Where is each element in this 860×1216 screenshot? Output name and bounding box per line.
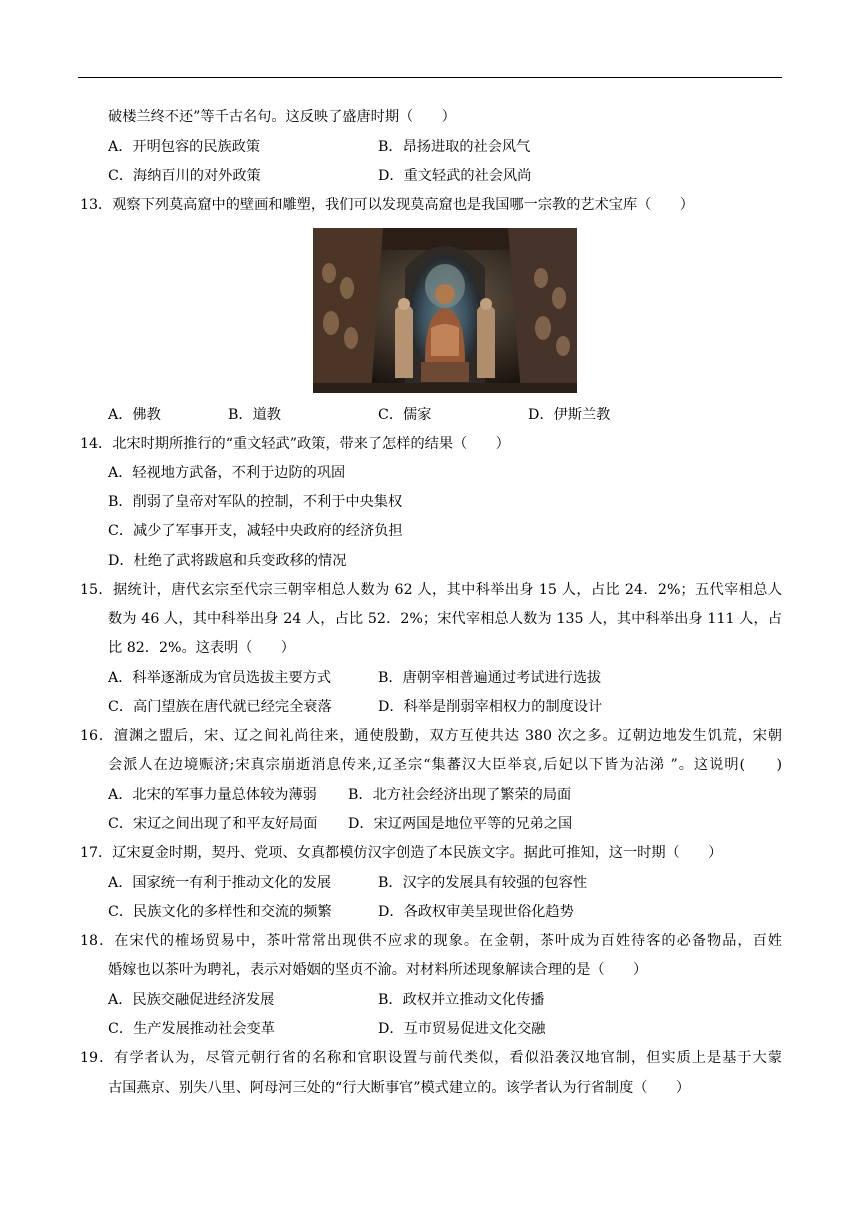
q17-option-c: C．民族文化的多样性和交流的频繁 bbox=[108, 904, 332, 920]
q16-option-d: D．宋辽两国是地位平等的兄弟之国 bbox=[348, 816, 573, 832]
q18-option-d: D．互市贸易促进文化交融 bbox=[378, 1021, 546, 1037]
q15-stem-line-2: 数为 46 人，其中科举出身 24 人，占比 52．2%；宋代宰相总人数为 135 人，其中科举出身 111 人，占 bbox=[108, 611, 782, 627]
q13-stem: 13．观察下列莫高窟中的壁画和雕塑，我们可以发现莫高窟也是我国哪一宗教的艺术宝库（ ） bbox=[80, 197, 694, 213]
q14-option-b: B．削弱了皇帝对军队的控制，不利于中央集权 bbox=[108, 494, 403, 510]
q18-option-c: C．生产发展推动社会变革 bbox=[108, 1021, 275, 1037]
q18-option-a: A．民族交融促进经济发展 bbox=[108, 992, 275, 1008]
q16-option-b: B．北方社会经济出现了繁荣的局面 bbox=[348, 787, 572, 803]
q15-option-d: D．科举是削弱宰相权力的制度设计 bbox=[378, 699, 603, 715]
q19-stem-line-1: 19．有学者认为，尽管元朝行省的名称和官职设置与前代类似，看似沿袭汉地官制，但实质上是基于大蒙 bbox=[80, 1050, 782, 1066]
q14-option-c: C．减少了军事开支，减轻中央政府的经济负担 bbox=[108, 523, 403, 539]
q15-stem-line-3: 比 82．2%。这表明（ ） bbox=[108, 640, 295, 656]
q14-option-d: D．杜绝了武将跋扈和兵变政移的情况 bbox=[108, 553, 347, 569]
q17-stem: 17．辽宋夏金时期，契丹、党项、女真都模仿汉字创造了本民族文字。据此可推知，这一时期（ ） bbox=[80, 845, 723, 861]
q14-option-a: A．轻视地方武备，不利于边防的巩固 bbox=[108, 465, 346, 481]
q14-stem: 14．北宋时期所推行的“重文轻武”政策，带来了怎样的结果（ ） bbox=[80, 436, 510, 452]
q18-stem-line-2: 婚嫁也以茶叶为聘礼，表示对婚姻的坚贞不渝。对材料所述现象解读合理的是（ ） bbox=[108, 962, 648, 978]
mogao-cave-photo bbox=[313, 228, 577, 393]
q12-option-d: D．重文轻武的社会风尚 bbox=[378, 168, 532, 184]
q15-option-b: B．唐朝宰相普遍通过考试进行选拔 bbox=[378, 670, 602, 686]
header-rule bbox=[78, 77, 782, 78]
q19-stem-line-2: 古国燕京、别失八里、阿母河三处的“行大断事官”模式建立的。该学者认为行省制度（ ） bbox=[108, 1080, 691, 1096]
q13-option-b: B．道教 bbox=[228, 407, 281, 423]
q12-stem-tail: 破楼兰终不还”等千古名句。这反映了盛唐时期（ ） bbox=[108, 109, 456, 125]
q13-option-a: A．佛教 bbox=[108, 407, 161, 423]
q18-stem-line-1: 18．在宋代的榷场贸易中，茶叶常常出现供不应求的现象。在金朝，茶叶成为百姓待客的必备物品，百姓 bbox=[80, 933, 782, 949]
q18-option-b: B．政权并立推动文化传播 bbox=[378, 992, 545, 1008]
q16-option-a: A．北宋的军事力量总体较为薄弱 bbox=[108, 787, 317, 803]
q17-option-a: A．国家统一有利于推动文化的发展 bbox=[108, 875, 332, 891]
q13-option-d: D．伊斯兰教 bbox=[528, 407, 611, 423]
q12-option-c: C．海纳百川的对外政策 bbox=[108, 168, 261, 184]
q16-option-c: C．宋辽之间出现了和平友好局面 bbox=[108, 816, 318, 832]
q15-option-c: C．高门望族在唐代就已经完全衰落 bbox=[108, 699, 332, 715]
q15-option-a: A．科举逐渐成为官员选拔主要方式 bbox=[108, 670, 332, 686]
q12-option-b: B．昂扬进取的社会风气 bbox=[378, 139, 531, 155]
q15-stem-line-1: 15．据统计，唐代玄宗至代宗三朝宰相总人数为 62 人，其中科举出身 15 人，占比 24．2%；五代宰相总人 bbox=[80, 582, 782, 598]
q16-stem-line-1: 16．澶渊之盟后，宋、辽之间礼尚往来，通使殷勤，双方互使共达 380 次之多。辽朝边地发生饥荒，宋朝 bbox=[80, 728, 782, 744]
q12-option-a: A．开明包容的民族政策 bbox=[108, 139, 261, 155]
q13-option-c: C．儒家 bbox=[378, 407, 432, 423]
q17-option-b: B．汉字的发展具有较强的包容性 bbox=[378, 875, 588, 891]
q17-option-d: D．各政权审美呈现世俗化趋势 bbox=[378, 904, 574, 920]
q16-stem-line-2: 会派人在边境赈济;宋真宗崩逝消息传来,辽圣宗“集蕃汉大臣举哀,后妃以下皆为沾涕 ”。这说明( ) bbox=[108, 757, 782, 773]
